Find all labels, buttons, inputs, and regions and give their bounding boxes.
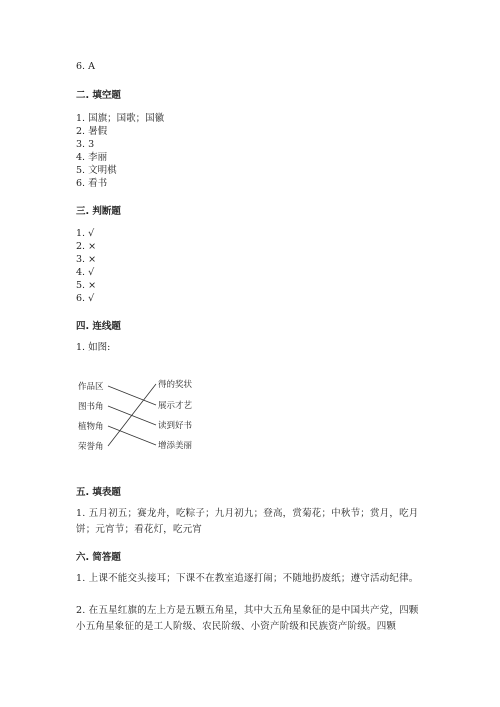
fill-blank-answer: 6. 看书 <box>76 178 108 189</box>
fill-blank-answer: 3. 3 <box>76 139 95 150</box>
connect-intro: 1. 如图: <box>76 342 111 353</box>
matching-diagram <box>70 372 230 462</box>
short-answer-1: 1. 上课不能交头接耳；下课不在教室追逐打闹；不随地扔废纸；遵守活动纪律。 <box>76 573 419 584</box>
left-label: 植物角 <box>78 422 104 432</box>
fill-blank-answer: 1. 国旗；国歌；国徽 <box>76 113 165 124</box>
left-label: 荣誉角 <box>78 442 104 452</box>
right-label: 读到好书 <box>158 421 193 431</box>
table-answer: 1. 五月初五；赛龙舟，吃粽子；九月初九；登高，赏菊花；中秋节；赏月，吃月饼；元宵节；看花灯，吃元宵 <box>76 508 419 535</box>
judge-answer: 3. × <box>76 254 97 265</box>
judge-heading: 三. 判断题 <box>76 206 121 217</box>
fill-blank-answer: 4. 李丽 <box>76 152 108 163</box>
connector-line <box>108 386 156 405</box>
right-label: 增添美丽 <box>158 441 193 451</box>
judge-answer: 6. √ <box>76 293 95 304</box>
short-answer-2: 2. 在五星红旗的左上方是五颗五角星，其中大五角星象征的是中国共产党，四颗小五角星象征的是工人阶级、农民阶级、小资产阶级和民族资产阶级。四颗 <box>76 605 419 632</box>
table-heading: 五. 填表题 <box>76 487 121 498</box>
fill-blank-heading: 二. 填空题 <box>76 90 121 101</box>
short-answer-heading: 六. 简答题 <box>76 552 121 563</box>
judge-answer: 2. × <box>76 241 97 252</box>
fill-blank-answer: 5. 文明棋 <box>76 165 117 176</box>
judge-answer: 1. √ <box>76 228 95 239</box>
judge-answer: 4. √ <box>76 267 95 278</box>
connector-line <box>108 384 156 446</box>
right-label: 展示才艺 <box>158 401 193 411</box>
connect-heading: 四. 连线题 <box>76 321 121 332</box>
fill-blank-answer: 2. 暑假 <box>76 126 108 137</box>
connector-line <box>108 426 156 445</box>
judge-answer: 5. × <box>76 280 97 291</box>
left-label: 图书角 <box>78 402 104 412</box>
choice-answer-6: 6. A <box>76 61 95 72</box>
right-label: 得的奖状 <box>158 380 193 390</box>
left-label: 作品区 <box>78 382 104 392</box>
